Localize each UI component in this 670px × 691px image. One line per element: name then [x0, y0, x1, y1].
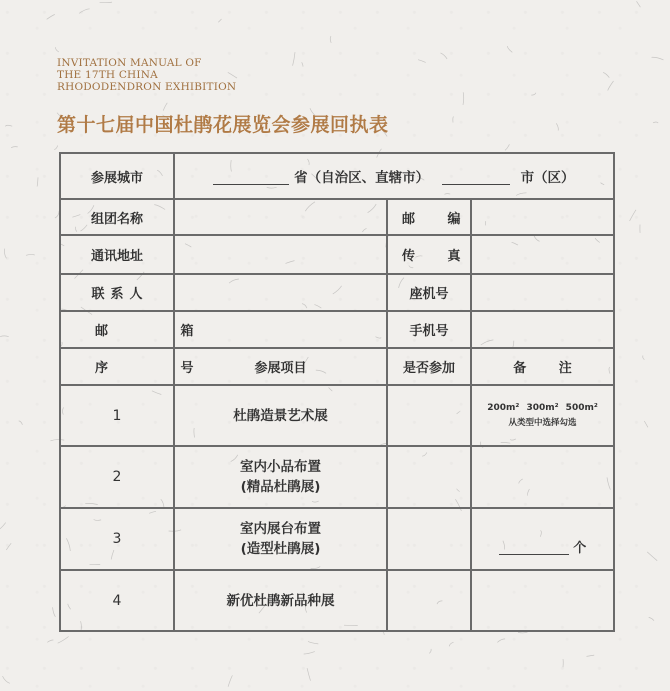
item-name — [174, 570, 387, 631]
item-name — [174, 508, 387, 570]
table-row — [60, 385, 614, 446]
paper-fiber — [637, 1, 641, 7]
col-header-join: 是否参加 — [387, 348, 471, 385]
contact-field[interactable] — [174, 274, 387, 311]
address-field[interactable] — [174, 235, 387, 274]
items-header-row — [60, 348, 614, 385]
item-name-line: (造型杜鹃展) — [240, 541, 321, 557]
postcode-label: 邮 编 — [387, 199, 471, 235]
paper-fiber — [449, 642, 453, 646]
area-options[interactable]: 200m² 300m² 500m² — [487, 403, 598, 413]
registration-form-table — [59, 152, 615, 632]
paper-fiber — [0, 523, 6, 529]
city-field[interactable] — [174, 153, 614, 199]
paper-fiber — [307, 668, 310, 681]
paper-fiber — [518, 632, 528, 633]
paper-fiber — [19, 421, 23, 425]
paper-fiber — [0, 336, 9, 337]
paper-fiber — [630, 210, 636, 221]
quantity-blank[interactable] — [499, 540, 569, 555]
paper-fiber — [429, 649, 431, 654]
province-suffix: 省（自治区、直辖市） — [294, 170, 430, 186]
contact-label: 联系人 — [60, 274, 174, 311]
quantity-unit: 个 — [573, 540, 587, 556]
paper-fiber — [649, 617, 654, 620]
item-name — [174, 446, 387, 508]
paper-fiber — [330, 36, 331, 43]
table-row — [60, 446, 614, 508]
table-row — [60, 570, 614, 631]
paper-fiber — [653, 122, 658, 123]
table-row — [60, 508, 614, 570]
item-name-line: 杜鹃造景艺术展 — [233, 407, 328, 424]
paper-fiber — [647, 552, 657, 561]
paper-fiber — [531, 93, 536, 95]
page-title: 第十七届中国杜鹃花展览会参展回执表 — [57, 114, 389, 136]
col-header-item: 参展项目 — [174, 348, 387, 385]
paper-fiber — [418, 60, 426, 63]
item-name — [174, 385, 387, 446]
phone-field[interactable] — [471, 274, 614, 311]
group-name-field[interactable] — [174, 199, 387, 235]
english-title-line: THE 17TH CHINA — [57, 69, 158, 81]
item-note — [471, 508, 614, 570]
paper-fiber — [587, 655, 595, 656]
fax-label: 传 真 — [387, 235, 471, 274]
postcode-field[interactable] — [471, 199, 614, 235]
form-row — [60, 235, 614, 274]
item-name-line: 室内小品布置 — [240, 459, 321, 475]
paper-fiber — [643, 356, 645, 360]
item-name-line: 新优杜鹃新品种展 — [226, 592, 335, 609]
city-row — [60, 153, 614, 199]
fax-field[interactable] — [471, 235, 614, 274]
city-label: 参展城市 — [60, 153, 174, 199]
paper-fiber — [5, 249, 7, 259]
english-title — [57, 57, 236, 93]
english-title-line: RHODODENDRON EXHIBITION — [57, 81, 237, 93]
paper-fiber — [26, 254, 35, 255]
paper-fiber — [293, 52, 295, 66]
paper-fiber — [47, 15, 55, 20]
paper-fiber — [58, 637, 69, 644]
paper-fiber — [556, 123, 558, 130]
paper-fiber — [55, 47, 58, 52]
paper-fiber — [79, 9, 90, 14]
province-blank[interactable] — [213, 170, 289, 185]
phone-label: 座机号 — [387, 274, 471, 311]
email-label: 邮 箱 — [60, 311, 174, 348]
paper-fiber — [505, 144, 509, 150]
paper-fiber — [3, 676, 10, 683]
paper-fiber — [497, 639, 505, 643]
paper-fiber — [463, 92, 464, 105]
paper-fiber — [47, 640, 53, 642]
address-label: 通讯地址 — [60, 235, 174, 274]
paper-fiber — [308, 641, 318, 644]
item-join-field[interactable] — [387, 508, 471, 570]
paper-fiber — [507, 46, 512, 52]
area-options-hint: 从类型中选择勾选 — [508, 418, 577, 428]
item-note — [471, 385, 614, 446]
paper-fiber — [644, 421, 648, 427]
item-note-field[interactable] — [471, 570, 614, 631]
paper-fiber — [603, 73, 609, 78]
paper-fiber — [218, 19, 221, 22]
paper-fiber — [441, 53, 448, 59]
col-header-no: 序 号 — [60, 348, 174, 385]
city-suffix: 市（区） — [520, 170, 575, 186]
paper-fiber — [453, 117, 454, 123]
item-number: 2 — [60, 446, 174, 508]
paper-fiber — [5, 125, 12, 126]
item-number: 1 — [60, 385, 174, 446]
paper-fiber — [304, 652, 315, 654]
mobile-label: 手机号 — [387, 311, 471, 348]
paper-fiber — [100, 2, 112, 3]
city-blank[interactable] — [442, 170, 510, 185]
paper-fiber — [37, 177, 38, 186]
paper-fiber — [652, 57, 664, 60]
item-join-field[interactable] — [387, 446, 471, 508]
paper-fiber — [53, 607, 56, 617]
paper-fiber — [302, 62, 303, 66]
paper-fiber — [54, 146, 58, 150]
item-name-line: (精品杜鹃展) — [240, 479, 321, 495]
form-row — [60, 274, 614, 311]
paper-fiber — [6, 543, 11, 550]
group-name-label: 组团名称 — [60, 199, 174, 235]
item-join-field[interactable] — [387, 385, 471, 446]
paper-fiber — [228, 675, 232, 686]
item-name-line: 室内展台布置 — [240, 521, 321, 537]
item-note-field[interactable] — [471, 446, 614, 508]
form-row — [60, 199, 614, 235]
paper-fiber — [11, 147, 18, 148]
english-title-line: INVITATION MANUAL OF — [57, 57, 202, 69]
col-header-note: 备 注 — [471, 348, 614, 385]
form-row — [60, 311, 614, 348]
mobile-field[interactable] — [471, 311, 614, 348]
paper-fiber — [608, 81, 614, 91]
item-join-field[interactable] — [387, 570, 471, 631]
item-number: 3 — [60, 508, 174, 570]
item-number: 4 — [60, 570, 174, 631]
